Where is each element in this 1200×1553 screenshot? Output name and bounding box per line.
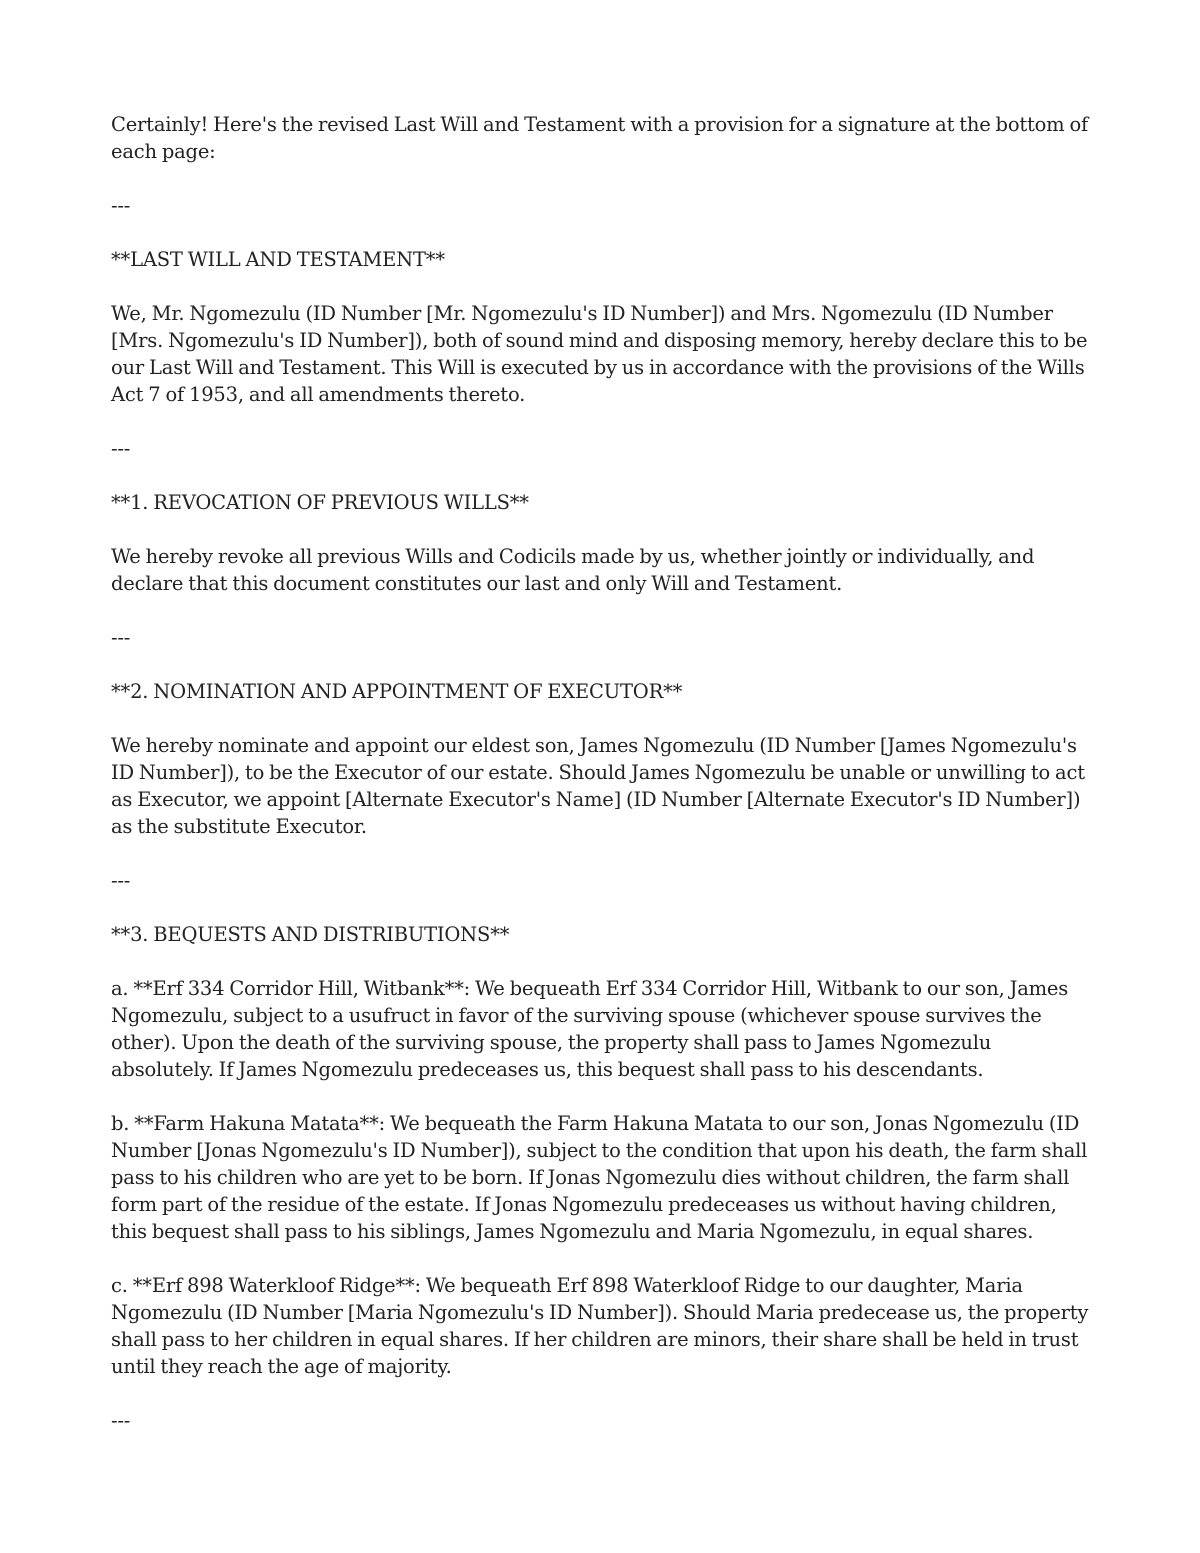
separator: ---: [111, 869, 131, 892]
bequest-item-c: c. **Erf 898 Waterkloof Ridge**: We bequeath Erf 898 Waterkloof Ridge to our daughter, Maria Ngomezulu (ID Number [Maria Ngomezulu's ID Number]). Should Maria predecease us, the property shall pass to her children in equal shares. If her children are minors, their share shall be held in trust until they reach the age of majority.: [111, 1274, 1089, 1378]
bequest-item-b: b. **Farm Hakuna Matata**: We bequeath the Farm Hakuna Matata to our son, Jonas Ngomezulu (ID Number [Jonas Ngomezulu's ID Number]), subject to the condition that upon his death, the farm shall pass to his children who are yet to be born. If Jonas Ngomezulu dies without children, the farm shall form part of the residue of the estate. If Jonas Ngomezulu predeceases us without having children, this bequest shall pass to his siblings, James Ngomezulu and Maria Ngomezulu, in equal shares.: [111, 1112, 1088, 1243]
document-title: **LAST WILL AND TESTAMENT**: [111, 248, 445, 271]
bequest-item-a: a. **Erf 334 Corridor Hill, Witbank**: We bequeath Erf 334 Corridor Hill, Witbank to our son, James Ngomezulu, subject to a usufruct in favor of the surviving spouse (whichever spouse survives the other). Upon the death of the surviving spouse, the property shall pass to James Ngomezulu absolutely. If James Ngomezulu predeceases us, this bequest shall pass to his descendants.: [111, 977, 1069, 1081]
section-2-heading: **2. NOMINATION AND APPOINTMENT OF EXECUTOR**: [111, 680, 683, 703]
separator: ---: [111, 437, 131, 460]
section-3-heading: **3. BEQUESTS AND DISTRIBUTIONS**: [111, 923, 510, 946]
separator: ---: [111, 194, 131, 217]
separator: ---: [111, 626, 131, 649]
intro-paragraph: Certainly! Here's the revised Last Will and Testament with a provision for a signature at the bottom of each page:: [111, 113, 1089, 163]
preamble-paragraph: We, Mr. Ngomezulu (ID Number [Mr. Ngomezulu's ID Number]) and Mrs. Ngomezulu (ID Number [Mrs. Ngomezulu's ID Number]), both of sound mind and disposing memory, hereby declare this to be our Last Will and Testament. This Will is executed by us in accordance with the provisions of the Wills Act 7 of 1953, and all amendments thereto.: [111, 302, 1088, 406]
section-2-body: We hereby nominate and appoint our eldest son, James Ngomezulu (ID Number [James Ngomezulu's ID Number]), to be the Executor of our estate. Should James Ngomezulu be unable or unwilling to act as Executor, we appoint [Alternate Executor's Name] (ID Number [Alternate Executor's ID Number]) as the substitute Executor.: [111, 734, 1085, 838]
section-1-heading: **1. REVOCATION OF PREVIOUS WILLS**: [111, 491, 529, 514]
section-1-body: We hereby revoke all previous Wills and Codicils made by us, whether jointly or individually, and declare that this document constitutes our last and only Will and Testament.: [111, 545, 1035, 595]
separator: ---: [111, 1409, 131, 1432]
document-page: [111, 111, 1096, 1434]
